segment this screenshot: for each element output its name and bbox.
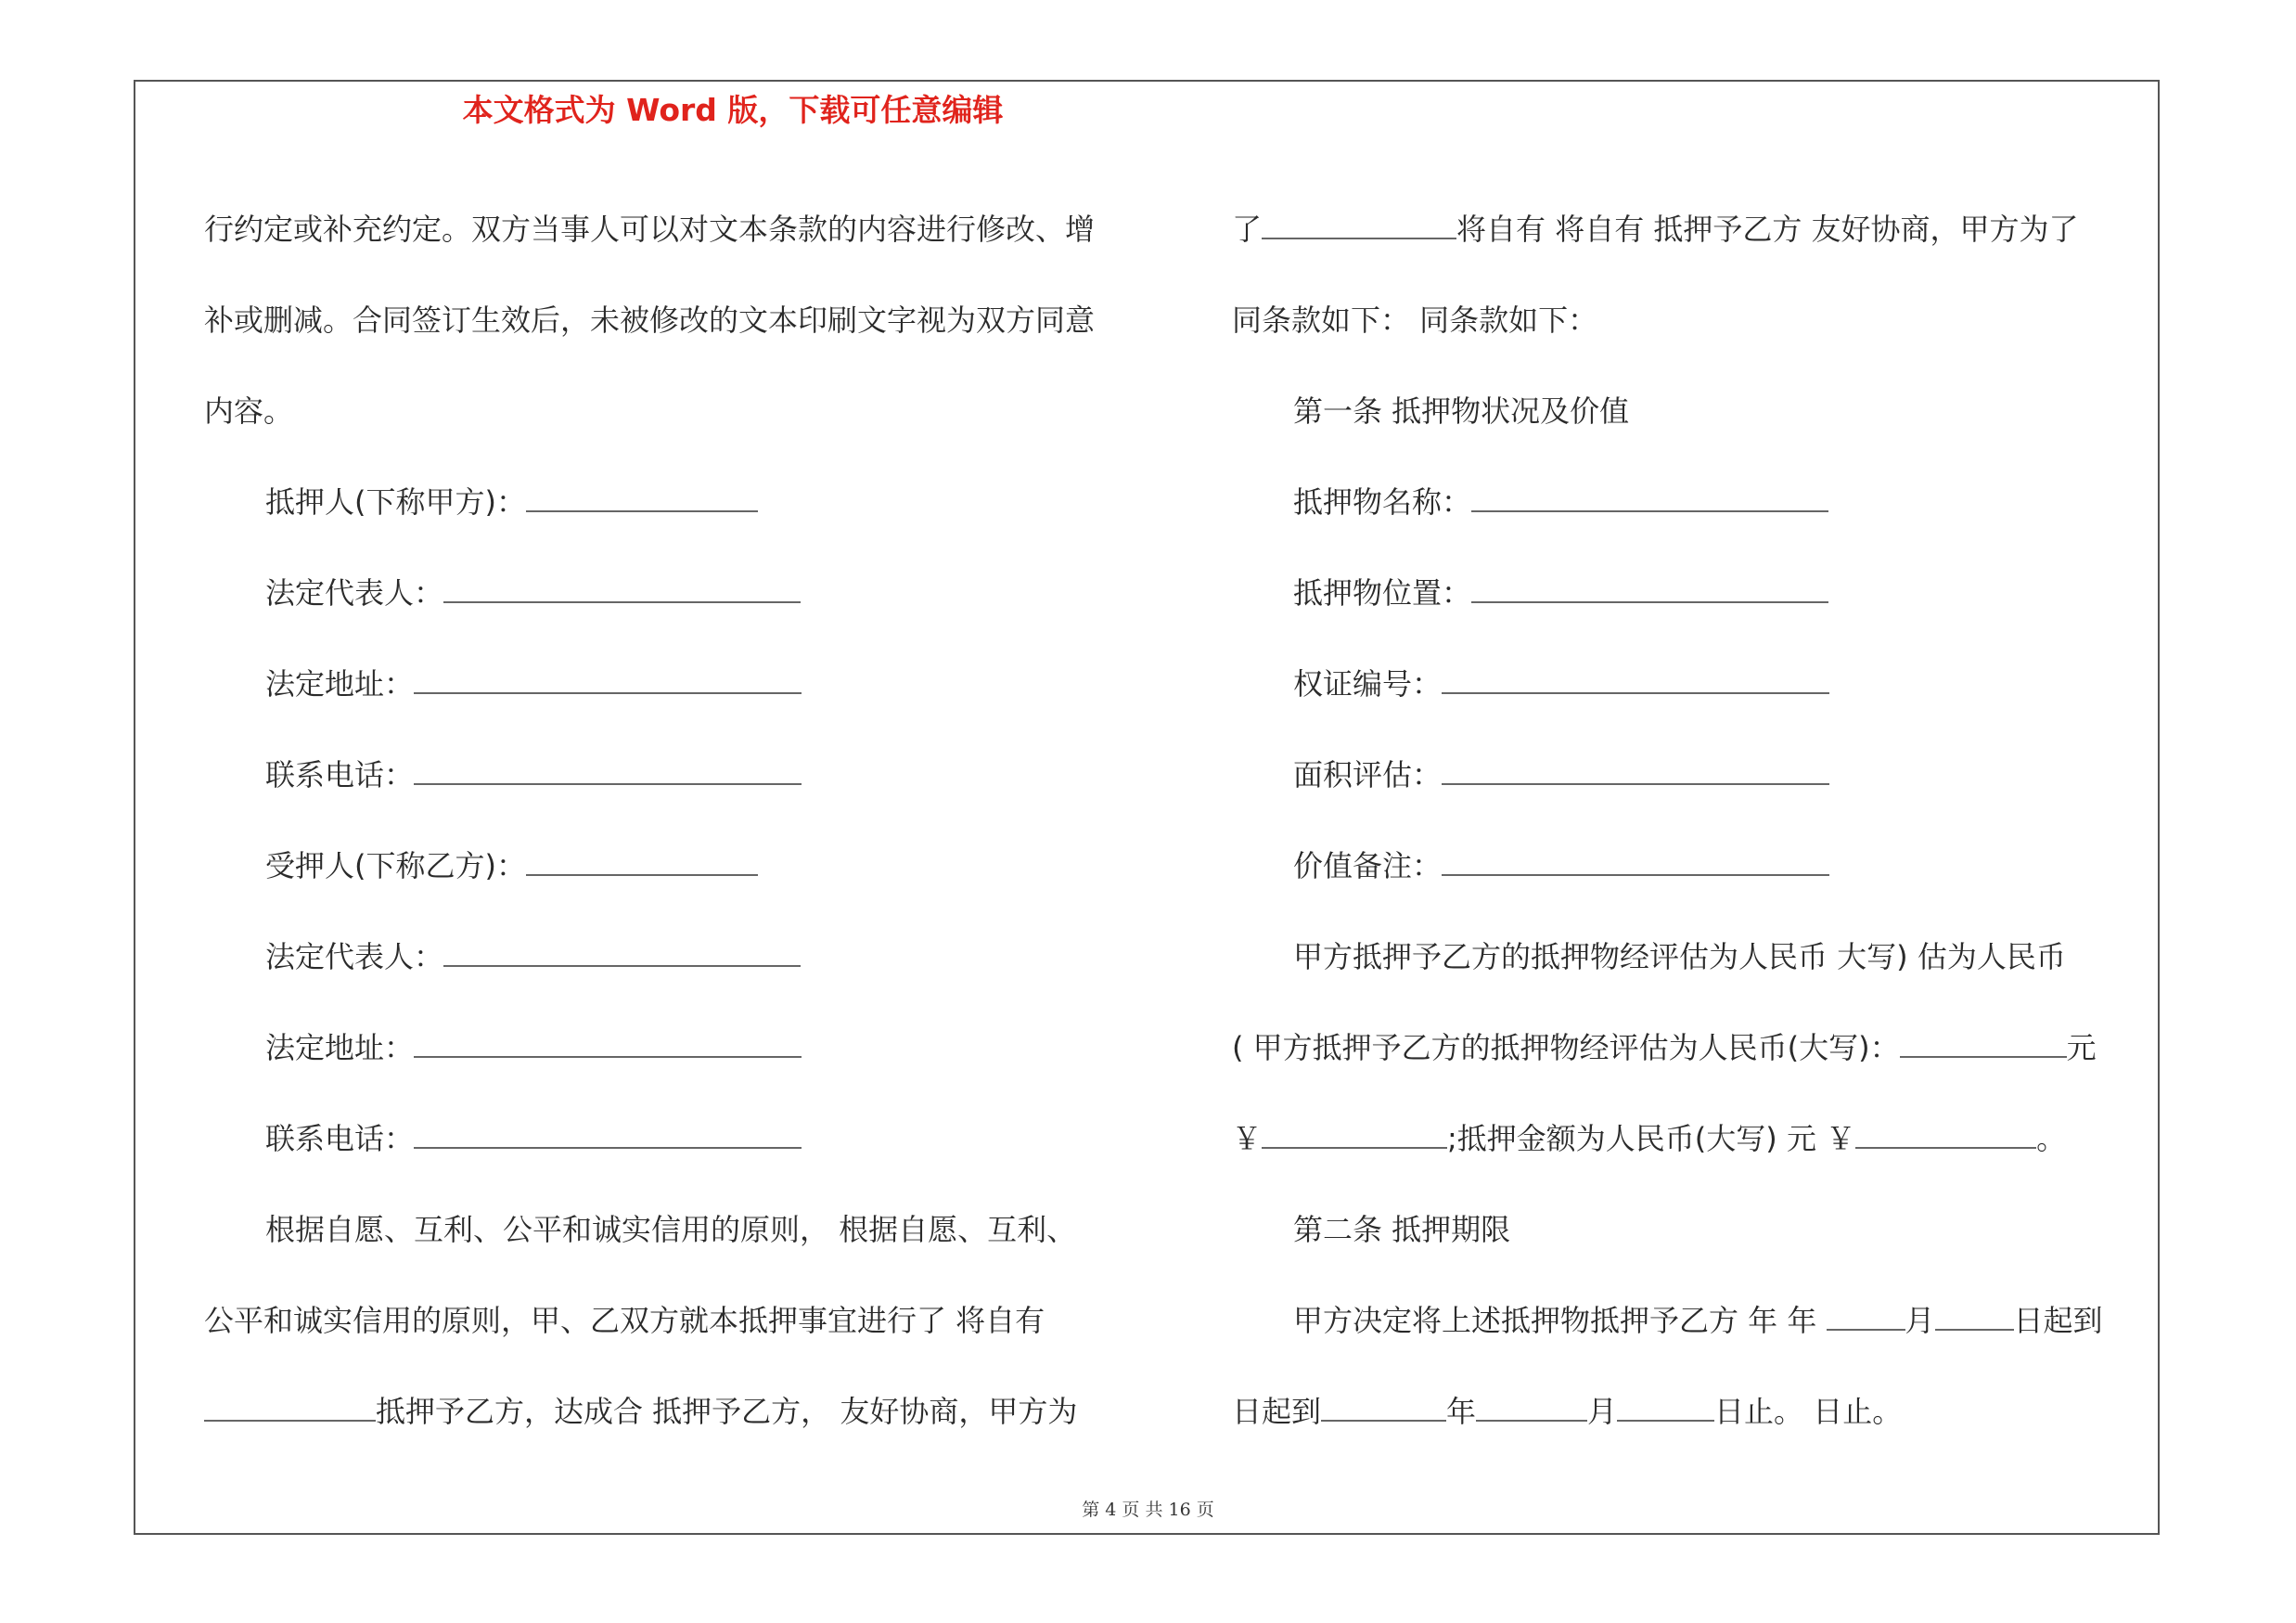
blank-line bbox=[414, 1028, 802, 1058]
paragraph-text: 日起到 bbox=[1232, 1394, 1322, 1429]
blank-line bbox=[1900, 1028, 2067, 1058]
paragraph-text: 元 bbox=[2066, 1030, 2097, 1065]
left-column bbox=[204, 184, 1141, 1457]
paragraph-text: 甲方决定将上述抵押物抵押予乙方 年 年 bbox=[1293, 1303, 1817, 1338]
legal-address-field bbox=[204, 1002, 1141, 1093]
paragraph-line: 行约定或补充约定。双方当事人可以对文本条款的内容进行修改、增 bbox=[204, 212, 1096, 247]
format-banner: 本文格式为 Word 版，下载可任意编辑 bbox=[462, 92, 1004, 128]
paragraph-text: 将自有 将自有 抵押予乙方 友好协商，甲方为了 bbox=[1456, 212, 2079, 247]
field-label: 法定代表人： bbox=[265, 939, 444, 974]
article-heading: 第一条 抵押物状况及价值 bbox=[1293, 393, 1630, 429]
field-label: 价值备注： bbox=[1293, 848, 1443, 883]
paragraph-text: 月 bbox=[1587, 1394, 1618, 1429]
item-location-field bbox=[1232, 547, 2160, 638]
paragraph-line bbox=[1232, 1275, 2160, 1366]
phone-field bbox=[204, 729, 1141, 820]
page-number: 第 4 页 共 16 页 bbox=[1082, 1500, 1214, 1520]
paragraph-text: ( 甲方抵押予乙方的抵押物经评估为人民币(大写)： bbox=[1232, 1030, 1900, 1065]
field-label: 法定地址： bbox=[265, 1030, 415, 1065]
paragraph-line: 甲方抵押予乙方的抵押物经评估为人民币 大写) 估为人民币 bbox=[1293, 939, 2066, 974]
field-label: 联系电话： bbox=[265, 757, 415, 792]
paragraph-line bbox=[1232, 1093, 2160, 1184]
blank-line bbox=[414, 664, 802, 694]
paragraph-line bbox=[1232, 1366, 2160, 1457]
mortgagee-field bbox=[204, 820, 1141, 911]
blank-line bbox=[1442, 846, 1829, 876]
paragraph-line: 内容。 bbox=[204, 393, 294, 429]
blank-line bbox=[526, 846, 758, 876]
paragraph-line bbox=[1232, 1002, 2160, 1093]
paragraph-line bbox=[1232, 184, 2160, 275]
field-label: 法定代表人： bbox=[265, 575, 444, 611]
paragraph-line: 同条款如下： 同条款如下： bbox=[1232, 303, 1598, 338]
phone-field bbox=[204, 1093, 1141, 1184]
area-field bbox=[1232, 729, 2160, 820]
paragraph-line: 补或删减。合同签订生效后，未被修改的文本印刷文字视为双方同意 bbox=[204, 303, 1096, 338]
blank-line bbox=[414, 755, 802, 785]
paragraph-text: ;抵押金额为人民币(大写) 元 ￥ bbox=[1447, 1121, 1856, 1156]
paragraph-line bbox=[204, 1366, 1141, 1457]
blank-line bbox=[1442, 755, 1829, 785]
blank-line bbox=[1935, 1301, 2014, 1331]
paragraph-text: 日止。 日止。 bbox=[1714, 1394, 1903, 1429]
field-label: 面积评估： bbox=[1293, 757, 1443, 792]
blank-line bbox=[1442, 664, 1829, 694]
blank-line bbox=[1471, 573, 1828, 603]
legal-rep-field bbox=[204, 911, 1141, 1002]
paragraph-text: 年 bbox=[1446, 1394, 1477, 1429]
legal-address-field bbox=[204, 638, 1141, 729]
value-note-field bbox=[1232, 820, 2160, 911]
blank-line bbox=[526, 483, 758, 512]
field-label: 权证编号： bbox=[1293, 666, 1443, 702]
blank-line bbox=[1476, 1392, 1587, 1422]
blank-line bbox=[204, 1392, 376, 1422]
blank-line bbox=[1827, 1301, 1905, 1331]
field-label: 抵押人(下称甲方)： bbox=[265, 484, 526, 520]
paragraph-text: 。 bbox=[2036, 1121, 2067, 1156]
blank-line bbox=[1321, 1392, 1446, 1422]
legal-rep-field bbox=[204, 547, 1141, 638]
mortgagor-field bbox=[204, 457, 1141, 547]
field-label: 联系电话： bbox=[265, 1121, 415, 1156]
paragraph-text: ￥ bbox=[1232, 1121, 1263, 1156]
paragraph-line: 公平和诚实信用的原则，甲、乙双方就本抵押事宜进行了 将自有 bbox=[204, 1303, 1045, 1338]
paragraph-text: 日起到 bbox=[2013, 1303, 2103, 1338]
article-heading: 第二条 抵押期限 bbox=[1293, 1212, 1511, 1247]
certificate-number-field bbox=[1232, 638, 2160, 729]
blank-line bbox=[414, 1119, 802, 1149]
paragraph-text: 月 bbox=[1905, 1303, 1935, 1338]
right-column bbox=[1232, 184, 2160, 1457]
paragraph-text: 抵押予乙方，达成合 抵押予乙方， 友好协商，甲方为 bbox=[376, 1394, 1078, 1429]
field-label: 法定地址： bbox=[265, 666, 415, 702]
blank-line bbox=[1471, 483, 1828, 512]
blank-line bbox=[443, 573, 801, 603]
blank-line bbox=[1262, 1119, 1447, 1149]
blank-line bbox=[1855, 1119, 2036, 1149]
blank-line bbox=[1617, 1392, 1714, 1422]
field-label: 抵押物位置： bbox=[1293, 575, 1472, 611]
field-label: 抵押物名称： bbox=[1293, 484, 1472, 520]
item-name-field bbox=[1232, 457, 2160, 547]
blank-line bbox=[443, 937, 801, 967]
field-label: 受押人(下称乙方)： bbox=[265, 848, 526, 883]
paragraph-line: 根据自愿、互利、公平和诚实信用的原则， 根据自愿、互利、 bbox=[265, 1212, 1077, 1247]
paragraph-text: 了 bbox=[1232, 212, 1263, 247]
blank-line bbox=[1262, 210, 1456, 239]
